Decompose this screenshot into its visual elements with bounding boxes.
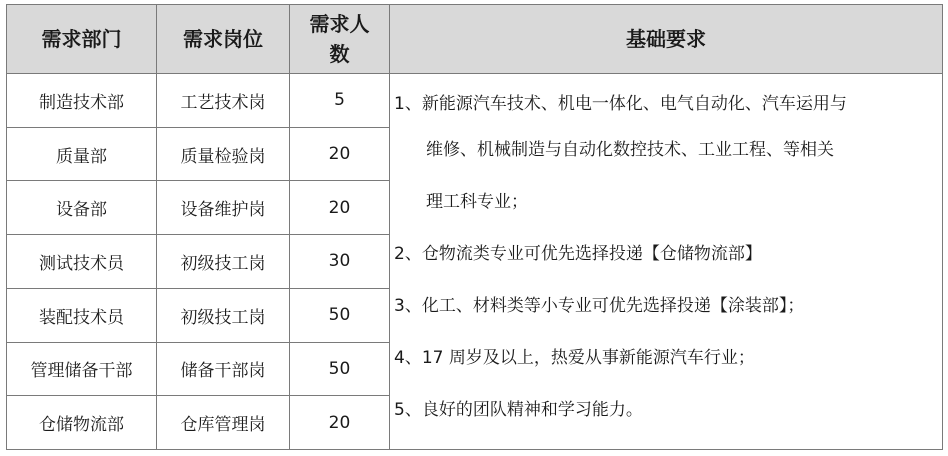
cell-dept: 制造技术部 xyxy=(7,74,157,128)
requirement-5: 5、良好的团队精神和学习能力。 xyxy=(394,400,643,420)
cell-count: 5 xyxy=(290,74,390,128)
requirement-1-line-3: 理工科专业； xyxy=(426,192,528,212)
requirement-1-line-1: 1、新能源汽车技术、机电一体化、电气自动化、汽车运用与 xyxy=(394,94,847,114)
cell-position: 仓库管理岗 xyxy=(157,396,290,450)
cell-count: 50 xyxy=(290,342,390,396)
requirements-cell xyxy=(390,74,943,450)
table-row xyxy=(7,74,943,128)
recruitment-table xyxy=(6,4,943,450)
cell-position: 初级技工岗 xyxy=(157,235,290,289)
header-count xyxy=(290,5,390,74)
cell-dept: 仓储物流部 xyxy=(7,396,157,450)
cell-dept: 质量部 xyxy=(7,127,157,181)
cell-count: 50 xyxy=(290,288,390,342)
cell-count: 20 xyxy=(290,181,390,235)
requirement-1-line-2: 维修、机械制造与自动化数控技术、工业工程、等相关 xyxy=(426,140,834,160)
header-position: 需求岗位 xyxy=(157,5,290,74)
cell-position: 初级技工岗 xyxy=(157,288,290,342)
cell-dept: 设备部 xyxy=(7,181,157,235)
cell-count: 20 xyxy=(290,396,390,450)
requirement-4: 4、17 周岁及以上，热爱从事新能源汽车行业； xyxy=(394,348,755,368)
recruitment-table-container xyxy=(6,4,942,450)
cell-count: 30 xyxy=(290,235,390,289)
cell-dept: 测试技术员 xyxy=(7,235,157,289)
requirement-3: 3、化工、材料类等小专业可优先选择投递【涂装部】； xyxy=(394,296,805,316)
cell-dept: 装配技术员 xyxy=(7,288,157,342)
header-requirements: 基础要求 xyxy=(390,5,943,74)
cell-count: 20 xyxy=(290,127,390,181)
cell-position: 工艺技术岗 xyxy=(157,74,290,128)
cell-position: 储备干部岗 xyxy=(157,342,290,396)
cell-position: 设备维护岗 xyxy=(157,181,290,235)
cell-dept: 管理储备干部 xyxy=(7,342,157,396)
cell-position: 质量检验岗 xyxy=(157,127,290,181)
requirement-2: 2、仓物流类专业可优先选择投递【仓储物流部】 xyxy=(394,244,762,264)
header-count-label: 需求人数 xyxy=(309,12,370,66)
header-row xyxy=(7,5,943,74)
header-dept: 需求部门 xyxy=(7,5,157,74)
